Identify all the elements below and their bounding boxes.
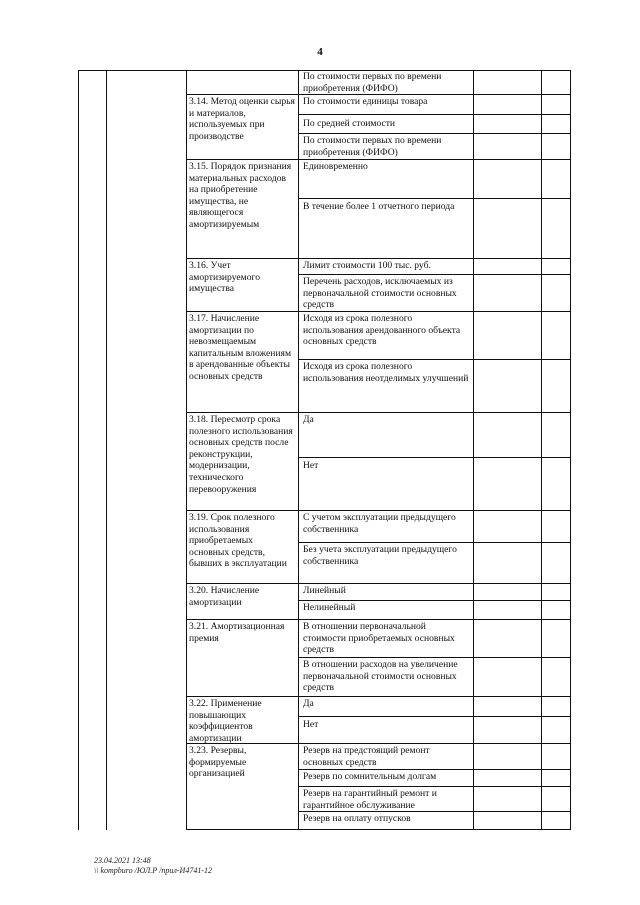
section-label: 3.20. Начисление амортизации — [189, 585, 260, 608]
option-cell: Лимит стоимости 100 тыс. руб. — [303, 260, 431, 271]
option-cell: Да — [303, 698, 314, 709]
option-cell: Нелинейный — [303, 602, 356, 613]
option-cell: По стоимости первых по времени приобретения (ФИФО) — [303, 135, 442, 158]
footer-timestamp: 23.04.2021 13:48 — [94, 856, 151, 865]
row-divider — [186, 159, 571, 160]
option-divider — [298, 198, 571, 199]
option-cell: По стоимости первых по времени приобретения (ФИФО) — [303, 71, 442, 94]
row-divider — [186, 94, 571, 95]
option-divider — [298, 114, 571, 115]
row-divider — [186, 619, 571, 620]
option-divider — [298, 657, 571, 658]
section-label: 3.14. Метод оценки сырья и материалов, используемых при производстве — [189, 96, 295, 142]
column-rule — [106, 70, 107, 830]
option-cell: Нет — [303, 719, 319, 730]
option-divider — [298, 133, 571, 134]
option-cell: Исходя из срока полезного использования неотделимых улучшений — [303, 361, 469, 384]
option-cell: Резерв на гарантийный ремонт и гарантийное обслуживание — [303, 788, 437, 811]
option-cell: С учетом эксплуатации предыдущего собственника — [303, 512, 456, 535]
option-cell: Резерв на предстоящий ремонт основных средств — [303, 745, 430, 768]
option-cell: По средней стоимости — [303, 118, 396, 129]
page-number: 4 — [317, 46, 323, 58]
footer-document-reference: \\ kompburo /ЮЛ.Р /прил-И4741-12 — [94, 866, 212, 875]
table-bottom-border — [186, 829, 571, 830]
option-divider — [298, 274, 571, 275]
option-cell: Да — [303, 414, 314, 425]
option-cell: В течение более 1 отчетного периода — [303, 201, 455, 212]
option-cell: Единовременно — [303, 161, 368, 172]
section-label: 3.17. Начисление амортизации по невозмещаемым капитальным вложениям в арендованные объекты основных средств — [189, 313, 292, 382]
option-cell: По стоимости единицы товара — [303, 96, 428, 107]
row-divider — [186, 412, 571, 413]
option-cell: В отношении расходов на увеличение первоначальной стоимости основных средств — [303, 659, 458, 694]
section-label: 3.18. Пересмотр срока полезного использования основных средств после реконструкции, модернизации, технического перевооружения — [189, 414, 293, 495]
option-divider — [298, 600, 571, 601]
row-divider — [186, 311, 571, 312]
column-rule — [78, 70, 79, 830]
option-divider — [298, 811, 571, 812]
option-divider — [298, 786, 571, 787]
row-divider — [186, 743, 571, 744]
section-label: 3.19. Срок полезного использования приобретаемых основных средств, бывших в эксплуатации — [189, 512, 287, 570]
row-divider — [186, 583, 571, 584]
option-cell: В отношении первоначальной стоимости приобретаемых основных средств — [303, 621, 455, 656]
option-divider — [298, 769, 571, 770]
section-label: 3.15. Порядок признания материальных расходов на приобретение имущества, не являющегося амортизируемым — [189, 161, 292, 230]
section-label: 3.21. Амортизационная премия — [189, 621, 285, 644]
option-cell: Без учета эксплуатации предыдущего собственника — [303, 544, 457, 567]
option-divider — [298, 457, 571, 458]
option-divider — [298, 716, 571, 717]
option-divider — [298, 542, 571, 543]
option-cell: Исходя из срока полезного использования арендованного объекта основных средств — [303, 313, 461, 348]
row-divider — [186, 258, 571, 259]
column-rule — [186, 70, 187, 830]
section-label: 3.22. Применение повышающих коэффициентов амортизации — [189, 698, 262, 744]
row-divider — [186, 510, 571, 511]
option-divider — [298, 359, 571, 360]
row-divider — [186, 696, 571, 697]
option-cell: Линейный — [303, 585, 346, 596]
option-cell: Нет — [303, 460, 319, 471]
option-cell: Резерв на оплату отпусков — [303, 813, 411, 824]
policy-table — [78, 70, 571, 830]
option-cell: Резерв по сомнительным долгам — [303, 771, 437, 782]
section-label: 3.16. Учет амортизируемого имущества — [189, 260, 261, 295]
section-label: 3.23. Резервы, формируемые организацией — [189, 745, 247, 780]
page-footer — [94, 856, 212, 876]
option-cell: Перечень расходов, исключаемых из первоначальной стоимости основных средств — [303, 276, 457, 311]
